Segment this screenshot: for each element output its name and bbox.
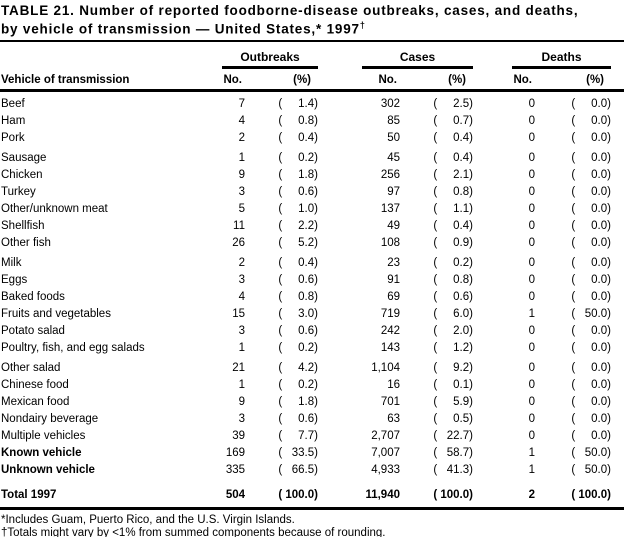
cases-no-cell: 7,007 — [371, 446, 400, 459]
deaths-no-cell: 0 — [528, 395, 535, 408]
deaths-no-cell: 0 — [528, 290, 535, 303]
vehicle-column-header: Vehicle of transmission — [1, 73, 130, 86]
cases-pct-cell: ( 58.7 ) — [433, 446, 473, 459]
deaths-pct-cell: ( 0.0 ) — [571, 97, 611, 110]
deaths-no-cell: 1 — [528, 307, 535, 320]
deaths-no-header: No. — [513, 73, 532, 86]
cases-no-cell: 302 — [380, 97, 400, 110]
table-row — [0, 306, 624, 323]
outbreaks-pct-cell: ( 0.4 ) — [278, 256, 318, 269]
vehicle-cell: Chicken — [1, 168, 43, 181]
cases-group-header: Cases — [362, 50, 473, 69]
table-row — [0, 411, 624, 428]
deaths-no-cell: 0 — [528, 97, 535, 110]
table-row — [0, 340, 624, 357]
deaths-pct-cell: ( 0.0 ) — [571, 378, 611, 391]
cases-pct-cell: ( 2.5 ) — [433, 97, 473, 110]
cases-no-cell: 256 — [380, 168, 400, 181]
vehicle-cell: Shellfish — [1, 219, 45, 232]
deaths-no-cell: 0 — [528, 202, 535, 215]
deaths-no-cell: 0 — [528, 341, 535, 354]
deaths-no-cell: 0 — [528, 219, 535, 232]
dagger-superscript: † — [359, 20, 365, 30]
deaths-no-cell: 0 — [528, 324, 535, 337]
cases-no-cell: 242 — [380, 324, 400, 337]
cases-pct-cell: ( 22.7 ) — [433, 429, 473, 442]
table-row — [0, 462, 624, 479]
outbreaks-no-cell: 15 — [232, 307, 245, 320]
outbreaks-pct-cell: ( 0.8 ) — [278, 290, 318, 303]
deaths-no-cell: 0 — [528, 429, 535, 442]
cases-pct-header: (%) — [448, 73, 466, 86]
cases-no-cell: 85 — [387, 114, 400, 127]
table-title-line2: by vehicle of transmission — United States,* 1997† — [1, 20, 365, 37]
cases-pct-cell: ( 0.9 ) — [433, 236, 473, 249]
vehicle-cell: Beef — [1, 97, 25, 110]
cases-no-cell: 50 — [387, 131, 400, 144]
outbreaks-no-cell: 2 — [238, 131, 245, 144]
outbreaks-pct-cell: ( 100.0 ) — [278, 488, 318, 501]
outbreaks-no-cell: 504 — [225, 488, 245, 501]
cases-pct-cell: ( 6.0 ) — [433, 307, 473, 320]
cases-pct-cell: ( 0.4 ) — [433, 151, 473, 164]
outbreaks-no-cell: 3 — [238, 324, 245, 337]
cases-no-header: No. — [378, 73, 397, 86]
vehicle-cell: Multiple vehicles — [1, 429, 86, 442]
vehicle-cell: Known vehicle — [1, 446, 82, 459]
table-row — [0, 428, 624, 445]
vehicle-cell: Eggs — [1, 273, 28, 286]
cases-pct-cell: ( 2.0 ) — [433, 324, 473, 337]
vehicle-cell: Mexican food — [1, 395, 70, 408]
outbreaks-no-cell: 1 — [238, 151, 245, 164]
cases-no-cell: 137 — [380, 202, 400, 215]
cases-no-cell: 49 — [387, 219, 400, 232]
outbreaks-no-cell: 7 — [238, 97, 245, 110]
table-row — [0, 218, 624, 235]
deaths-no-cell: 2 — [528, 488, 535, 501]
outbreaks-no-cell: 21 — [232, 361, 245, 374]
outbreaks-no-cell: 5 — [238, 202, 245, 215]
outbreaks-pct-cell: ( 0.8 ) — [278, 114, 318, 127]
cases-no-cell: 23 — [387, 256, 400, 269]
vehicle-cell: Unknown vehicle — [1, 463, 95, 476]
cases-pct-cell: ( 0.5 ) — [433, 412, 473, 425]
deaths-pct-cell: ( 0.0 ) — [571, 168, 611, 181]
deaths-pct-cell: ( 0.0 ) — [571, 131, 611, 144]
table-row — [0, 96, 624, 113]
table-row — [0, 289, 624, 306]
deaths-no-cell: 0 — [528, 131, 535, 144]
footnote-dagger: †Totals might vary by <1% from summed components because of rounding. — [1, 526, 386, 537]
outbreaks-no-cell: 4 — [238, 114, 245, 127]
outbreaks-no-cell: 9 — [238, 168, 245, 181]
deaths-pct-cell: ( 0.0 ) — [571, 202, 611, 215]
table-row — [0, 150, 624, 167]
deaths-pct-cell: ( 0.0 ) — [571, 236, 611, 249]
outbreaks-no-cell: 39 — [232, 429, 245, 442]
outbreaks-no-cell: 3 — [238, 412, 245, 425]
table-row — [0, 272, 624, 289]
deaths-no-cell: 0 — [528, 236, 535, 249]
cases-no-cell: 1,104 — [371, 361, 400, 374]
footnotes — [0, 510, 624, 537]
outbreaks-pct-cell: ( 2.2 ) — [278, 219, 318, 232]
deaths-no-cell: 0 — [528, 378, 535, 391]
cases-no-cell: 701 — [380, 395, 400, 408]
vehicle-cell: Other fish — [1, 236, 51, 249]
deaths-pct-cell: ( 0.0 ) — [571, 273, 611, 286]
outbreaks-no-cell: 169 — [225, 446, 245, 459]
deaths-pct-cell: ( 0.0 ) — [571, 219, 611, 232]
vehicle-cell: Fruits and vegetables — [1, 307, 111, 320]
table-title-line1: TABLE 21. Number of reported foodborne-disease outbreaks, cases, and deaths, — [1, 3, 579, 18]
column-group-header-row — [0, 50, 624, 69]
outbreaks-pct-cell: ( 0.4 ) — [278, 131, 318, 144]
outbreaks-no-cell: 11 — [233, 219, 245, 232]
outbreaks-pct-cell: ( 5.2 ) — [278, 236, 318, 249]
outbreaks-no-header: No. — [223, 73, 242, 86]
vehicle-cell: Turkey — [1, 185, 36, 198]
vehicle-cell: Milk — [1, 256, 22, 269]
deaths-no-cell: 0 — [528, 151, 535, 164]
deaths-no-cell: 0 — [528, 412, 535, 425]
cases-pct-cell: ( 100.0 ) — [433, 488, 473, 501]
table-row — [0, 184, 624, 201]
cases-no-cell: 143 — [380, 341, 400, 354]
cases-pct-cell: ( 0.2 ) — [433, 256, 473, 269]
vehicle-cell: Other salad — [1, 361, 61, 374]
deaths-pct-cell: ( 100.0 ) — [571, 488, 611, 501]
cases-pct-cell: ( 1.2 ) — [433, 341, 473, 354]
vehicle-cell: Baked foods — [1, 290, 65, 303]
outbreaks-no-cell: 4 — [238, 290, 245, 303]
deaths-pct-cell: ( 0.0 ) — [571, 395, 611, 408]
cases-no-cell: 719 — [380, 307, 400, 320]
deaths-no-cell: 0 — [528, 273, 535, 286]
outbreaks-pct-cell: ( 0.6 ) — [278, 185, 318, 198]
vehicle-cell: Ham — [1, 114, 26, 127]
deaths-pct-cell: ( 0.0 ) — [571, 361, 611, 374]
outbreaks-pct-cell: ( 0.2 ) — [278, 151, 318, 164]
vehicle-cell: Other/unknown meat — [1, 202, 108, 215]
deaths-pct-cell: ( 0.0 ) — [571, 341, 611, 354]
cases-no-cell: 45 — [387, 151, 400, 164]
vehicle-cell: Pork — [1, 131, 25, 144]
deaths-pct-cell: ( 50.0 ) — [571, 463, 611, 476]
deaths-pct-cell: ( 0.0 ) — [571, 151, 611, 164]
vehicle-cell: Potato salad — [1, 324, 65, 337]
table-title — [0, 0, 624, 37]
outbreaks-pct-cell: ( 7.7 ) — [278, 429, 318, 442]
deaths-no-cell: 0 — [528, 256, 535, 269]
outbreaks-pct-cell: ( 33.5 ) — [278, 446, 318, 459]
vehicle-cell: Sausage — [1, 151, 47, 164]
outbreaks-no-cell: 26 — [232, 236, 245, 249]
outbreaks-pct-cell: ( 0.6 ) — [278, 273, 318, 286]
table-row — [0, 323, 624, 340]
outbreaks-pct-cell: ( 1.4 ) — [278, 97, 318, 110]
outbreaks-pct-cell: ( 1.8 ) — [278, 168, 318, 181]
outbreaks-no-cell: 2 — [238, 256, 245, 269]
deaths-pct-cell: ( 0.0 ) — [571, 290, 611, 303]
cases-pct-cell: ( 5.9 ) — [433, 395, 473, 408]
deaths-no-cell: 1 — [528, 463, 535, 476]
deaths-group-header: Deaths — [512, 50, 611, 69]
outbreaks-pct-cell: ( 1.8 ) — [278, 395, 318, 408]
cases-no-cell: 69 — [387, 290, 400, 303]
outbreaks-pct-cell: ( 0.2 ) — [278, 341, 318, 354]
vehicle-cell: Nondairy beverage — [1, 412, 99, 425]
cases-no-cell: 97 — [387, 185, 400, 198]
table-row — [0, 167, 624, 184]
cases-no-cell: 16 — [387, 378, 400, 391]
table-row — [0, 394, 624, 411]
cases-pct-cell: ( 0.4 ) — [433, 131, 473, 144]
cases-pct-cell: ( 2.1 ) — [433, 168, 473, 181]
deaths-no-cell: 0 — [528, 185, 535, 198]
table-row — [0, 445, 624, 462]
outbreaks-no-cell: 3 — [238, 273, 245, 286]
deaths-pct-cell: ( 0.0 ) — [571, 185, 611, 198]
table-row — [0, 377, 624, 394]
outbreaks-pct-cell: ( 0.6 ) — [278, 324, 318, 337]
deaths-no-cell: 1 — [528, 446, 535, 459]
table-row — [0, 487, 624, 504]
outbreaks-pct-cell: ( 0.2 ) — [278, 378, 318, 391]
cases-no-cell: 2,707 — [371, 429, 400, 442]
outbreaks-pct-cell: ( 4.2 ) — [278, 361, 318, 374]
deaths-pct-cell: ( 0.0 ) — [571, 324, 611, 337]
deaths-pct-cell: ( 0.0 ) — [571, 429, 611, 442]
outbreaks-pct-cell: ( 66.5 ) — [278, 463, 318, 476]
cases-pct-cell: ( 0.8 ) — [433, 185, 473, 198]
cases-no-cell: 63 — [387, 412, 400, 425]
outbreaks-pct-cell: ( 1.0 ) — [278, 202, 318, 215]
outbreaks-no-cell: 3 — [238, 185, 245, 198]
table-row — [0, 201, 624, 218]
cases-no-cell: 4,933 — [371, 463, 400, 476]
outbreaks-no-cell: 1 — [238, 341, 245, 354]
table-row — [0, 360, 624, 377]
cases-pct-cell: ( 9.2 ) — [433, 361, 473, 374]
cases-pct-cell: ( 0.7 ) — [433, 114, 473, 127]
table-row — [0, 130, 624, 147]
cases-no-cell: 108 — [380, 236, 400, 249]
cases-pct-cell: ( 0.1 ) — [433, 378, 473, 391]
deaths-pct-cell: ( 50.0 ) — [571, 307, 611, 320]
outbreaks-pct-cell: ( 0.6 ) — [278, 412, 318, 425]
outbreaks-pct-cell: ( 3.0 ) — [278, 307, 318, 320]
vehicle-cell: Chinese food — [1, 378, 69, 391]
deaths-no-cell: 0 — [528, 114, 535, 127]
vehicle-cell: Total 1997 — [1, 488, 57, 501]
deaths-no-cell: 0 — [528, 361, 535, 374]
cases-pct-cell: ( 0.6 ) — [433, 290, 473, 303]
deaths-pct-cell: ( 0.0 ) — [571, 114, 611, 127]
cases-pct-cell: ( 0.4 ) — [433, 219, 473, 232]
outbreaks-pct-header: (%) — [293, 73, 311, 86]
outbreaks-group-header: Outbreaks — [222, 50, 318, 69]
table-row — [0, 235, 624, 252]
deaths-pct-cell: ( 0.0 ) — [571, 256, 611, 269]
title-divider-rule — [0, 40, 624, 42]
cases-no-cell: 11,940 — [365, 488, 400, 501]
footnote-asterisk: *Includes Guam, Puerto Rico, and the U.S. Virgin Islands. — [1, 513, 295, 526]
outbreaks-no-cell: 1 — [238, 378, 245, 391]
deaths-pct-cell: ( 50.0 ) — [571, 446, 611, 459]
cases-pct-cell: ( 0.8 ) — [433, 273, 473, 286]
table-row — [0, 113, 624, 130]
vehicle-cell: Poultry, fish, and egg salads — [1, 341, 145, 354]
deaths-pct-header: (%) — [586, 73, 604, 86]
deaths-pct-cell: ( 0.0 ) — [571, 412, 611, 425]
outbreaks-no-cell: 335 — [225, 463, 245, 476]
cases-pct-cell: ( 41.3 ) — [433, 463, 473, 476]
cases-no-cell: 91 — [387, 273, 400, 286]
table-body — [0, 92, 624, 504]
table-row — [0, 255, 624, 272]
column-subheader-row — [0, 69, 624, 89]
cases-pct-cell: ( 1.1 ) — [433, 202, 473, 215]
deaths-no-cell: 0 — [528, 168, 535, 181]
outbreaks-no-cell: 9 — [238, 395, 245, 408]
